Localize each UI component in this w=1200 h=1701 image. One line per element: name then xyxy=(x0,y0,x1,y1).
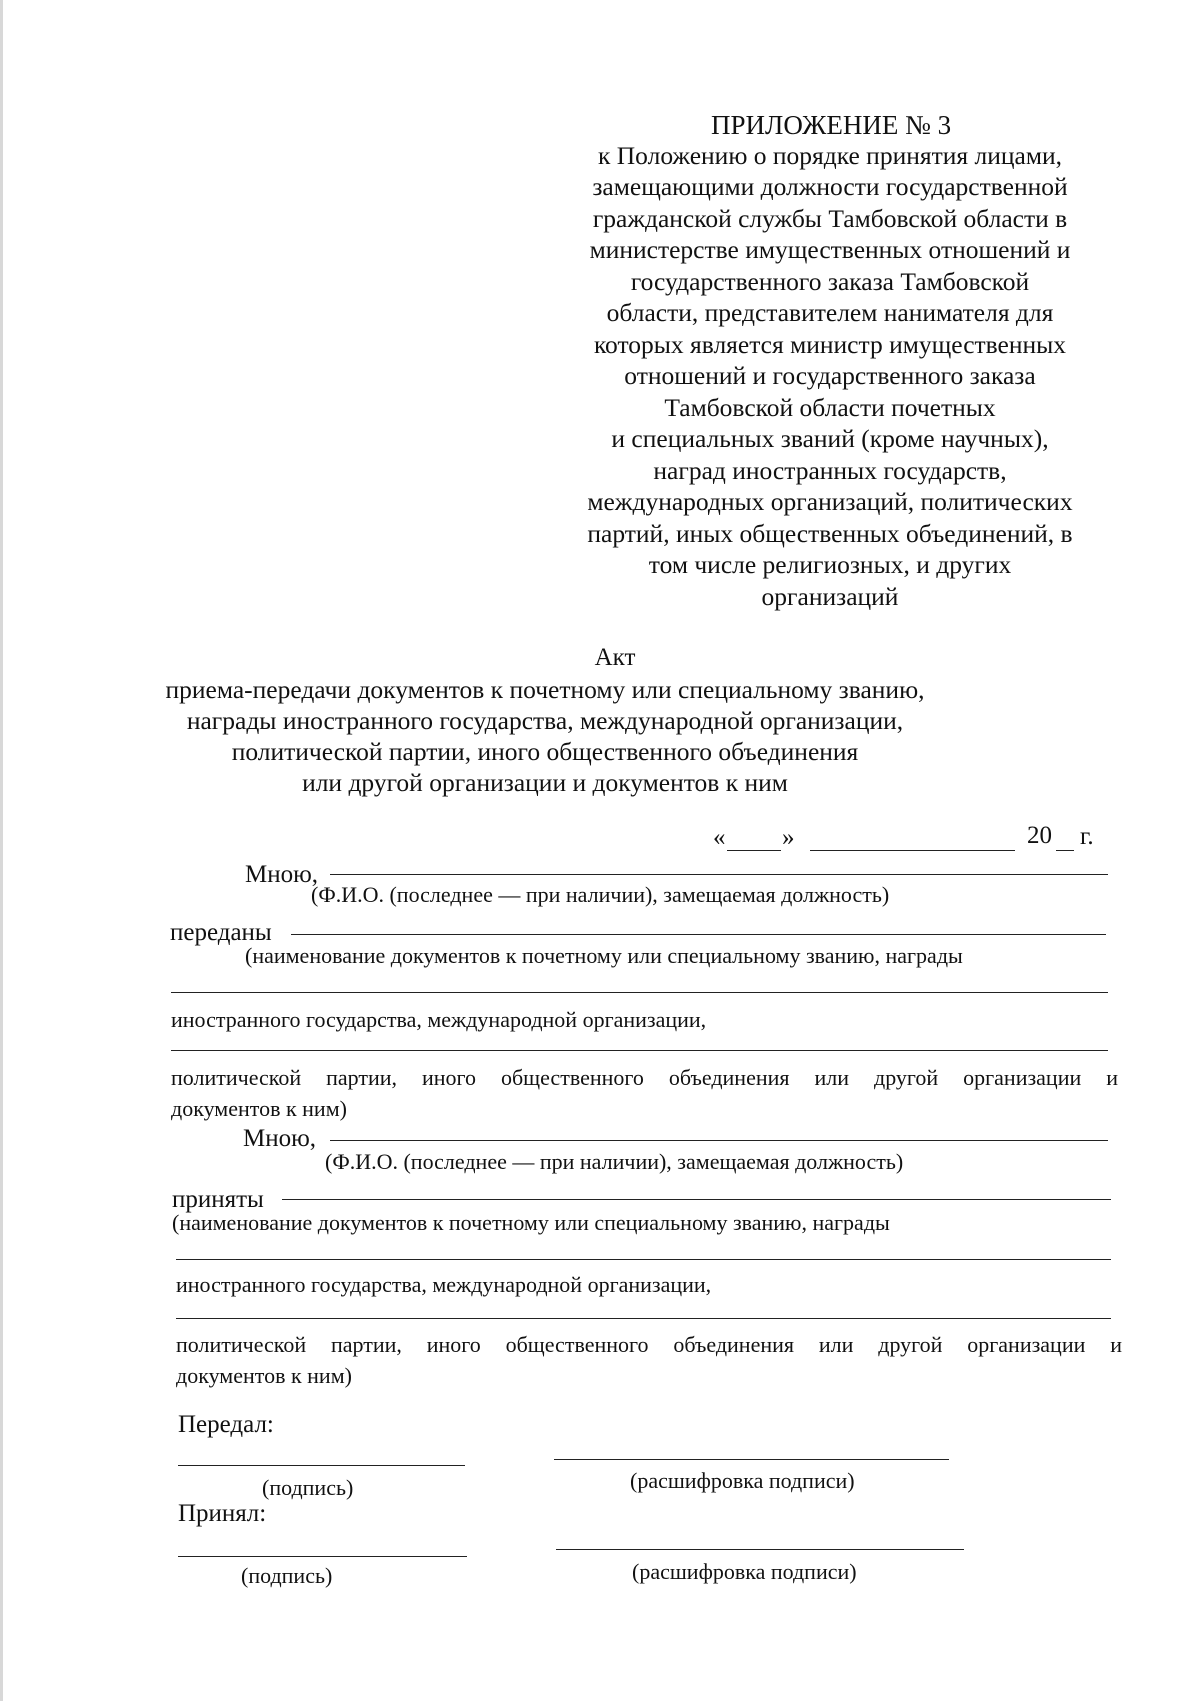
appendix-line: министерстве имущественных отношений и xyxy=(589,235,1071,264)
appendix-line: международных организаций, политических xyxy=(587,487,1073,516)
transferred-documents-hint-4: документов к ним) xyxy=(171,1096,347,1121)
accepted-label: приняты xyxy=(172,1186,264,1213)
month-field[interactable] xyxy=(810,850,1015,851)
date-close-quote: » xyxy=(782,824,795,851)
accepted-signature-field[interactable] xyxy=(178,1556,467,1557)
appendix-line: государственного заказа Тамбовской xyxy=(630,267,1030,296)
transferred-documents-field[interactable] xyxy=(291,934,1106,935)
transferred-signature-field[interactable] xyxy=(178,1465,465,1466)
accepted-documents-hint: (наименование документов к почетному или специальному званию, награды xyxy=(172,1210,890,1235)
appendix-line: организаций xyxy=(761,582,899,611)
transferred-documents-hint-2: иностранного государства, международной организации, xyxy=(171,1007,707,1032)
act-subtitle-line: награды иностранного государства, международной организации, xyxy=(186,706,904,735)
transferred-signature-decoding-hint: (расшифровка подписи) xyxy=(630,1468,855,1493)
transferred-by-field[interactable] xyxy=(330,874,1108,875)
accepted-documents-hint-3: политической партии, иного общественного объединения или другой организации и xyxy=(176,1332,1122,1357)
transferred-by-hint: (Ф.И.О. (последнее — при наличии), замещаемая должность) xyxy=(311,882,890,907)
act-subtitle-line: политической партии, иного общественного объединения xyxy=(231,737,859,766)
accepted-signature-decoding-hint: (расшифровка подписи) xyxy=(632,1559,857,1584)
accepted-by-field[interactable] xyxy=(330,1140,1108,1141)
appendix-line: к Положению о порядке принятия лицами, xyxy=(598,141,1062,170)
transferred-by-label: Мною, xyxy=(245,861,319,888)
accepted-documents-field-2[interactable] xyxy=(176,1259,1111,1260)
transferred-signature-decoding-field[interactable] xyxy=(554,1459,949,1460)
year-field[interactable] xyxy=(1056,850,1074,851)
appendix-title: ПРИЛОЖЕНИЕ № 3 xyxy=(711,110,952,140)
appendix-line: наград иностранных государств, xyxy=(653,456,1007,485)
year-suffix: г. xyxy=(1080,823,1094,850)
accepted-documents-field[interactable] xyxy=(282,1199,1111,1200)
appendix-line: отношений и государственного заказа xyxy=(624,361,1036,390)
accepted-signature-decoding-field[interactable] xyxy=(556,1549,964,1550)
transferred-documents-field-2[interactable] xyxy=(171,992,1108,993)
accepted-by-hint: (Ф.И.О. (последнее — при наличии), замещаемая должность) xyxy=(325,1149,904,1174)
accepted-documents-field-3[interactable] xyxy=(176,1318,1111,1319)
transferred-label: переданы xyxy=(170,919,272,946)
accepted-documents-hint-2: иностранного государства, международной организации, xyxy=(176,1272,712,1297)
act-title: Акт xyxy=(594,644,636,671)
year-prefix: 20 xyxy=(1027,822,1052,849)
appendix-line: партий, иных общественных объединений, в xyxy=(587,519,1073,548)
scan-edge xyxy=(0,0,3,1701)
day-field[interactable] xyxy=(727,850,781,851)
appendix-line: области, представителем нанимателя для xyxy=(606,298,1054,327)
appendix-line: замещающими должности государственной xyxy=(592,172,1068,201)
appendix-line: том числе религиозных, и других xyxy=(648,550,1012,579)
accepted-documents-hint-4: документов к ним) xyxy=(176,1363,352,1388)
transferred-documents-field-3[interactable] xyxy=(171,1050,1108,1051)
appendix-line: и специальных званий (кроме научных), xyxy=(611,424,1049,453)
transferred-signature-hint: (подпись) xyxy=(262,1475,354,1500)
appendix-line: гражданской службы Тамбовской области в xyxy=(592,204,1068,233)
accepted-signature-label: Принял: xyxy=(178,1500,267,1527)
date-open-quote: « xyxy=(713,824,726,851)
act-subtitle-line: или другой организации и документов к ним xyxy=(302,768,788,797)
appendix-line: которых является министр имущественных xyxy=(593,330,1067,359)
transferred-signature-label: Передал: xyxy=(178,1411,274,1438)
appendix-line: Тамбовской области почетных xyxy=(664,393,996,422)
transferred-documents-hint: (наименование документов к почетному или специальному званию, награды xyxy=(245,943,963,968)
accepted-by-label: Мною, xyxy=(243,1125,317,1152)
accepted-signature-hint: (подпись) xyxy=(241,1563,333,1588)
transferred-documents-hint-3: политической партии, иного общественного объединения или другой организации и xyxy=(171,1065,1118,1090)
act-subtitle-line: приема-передачи документов к почетному или специальному званию, xyxy=(165,675,925,704)
